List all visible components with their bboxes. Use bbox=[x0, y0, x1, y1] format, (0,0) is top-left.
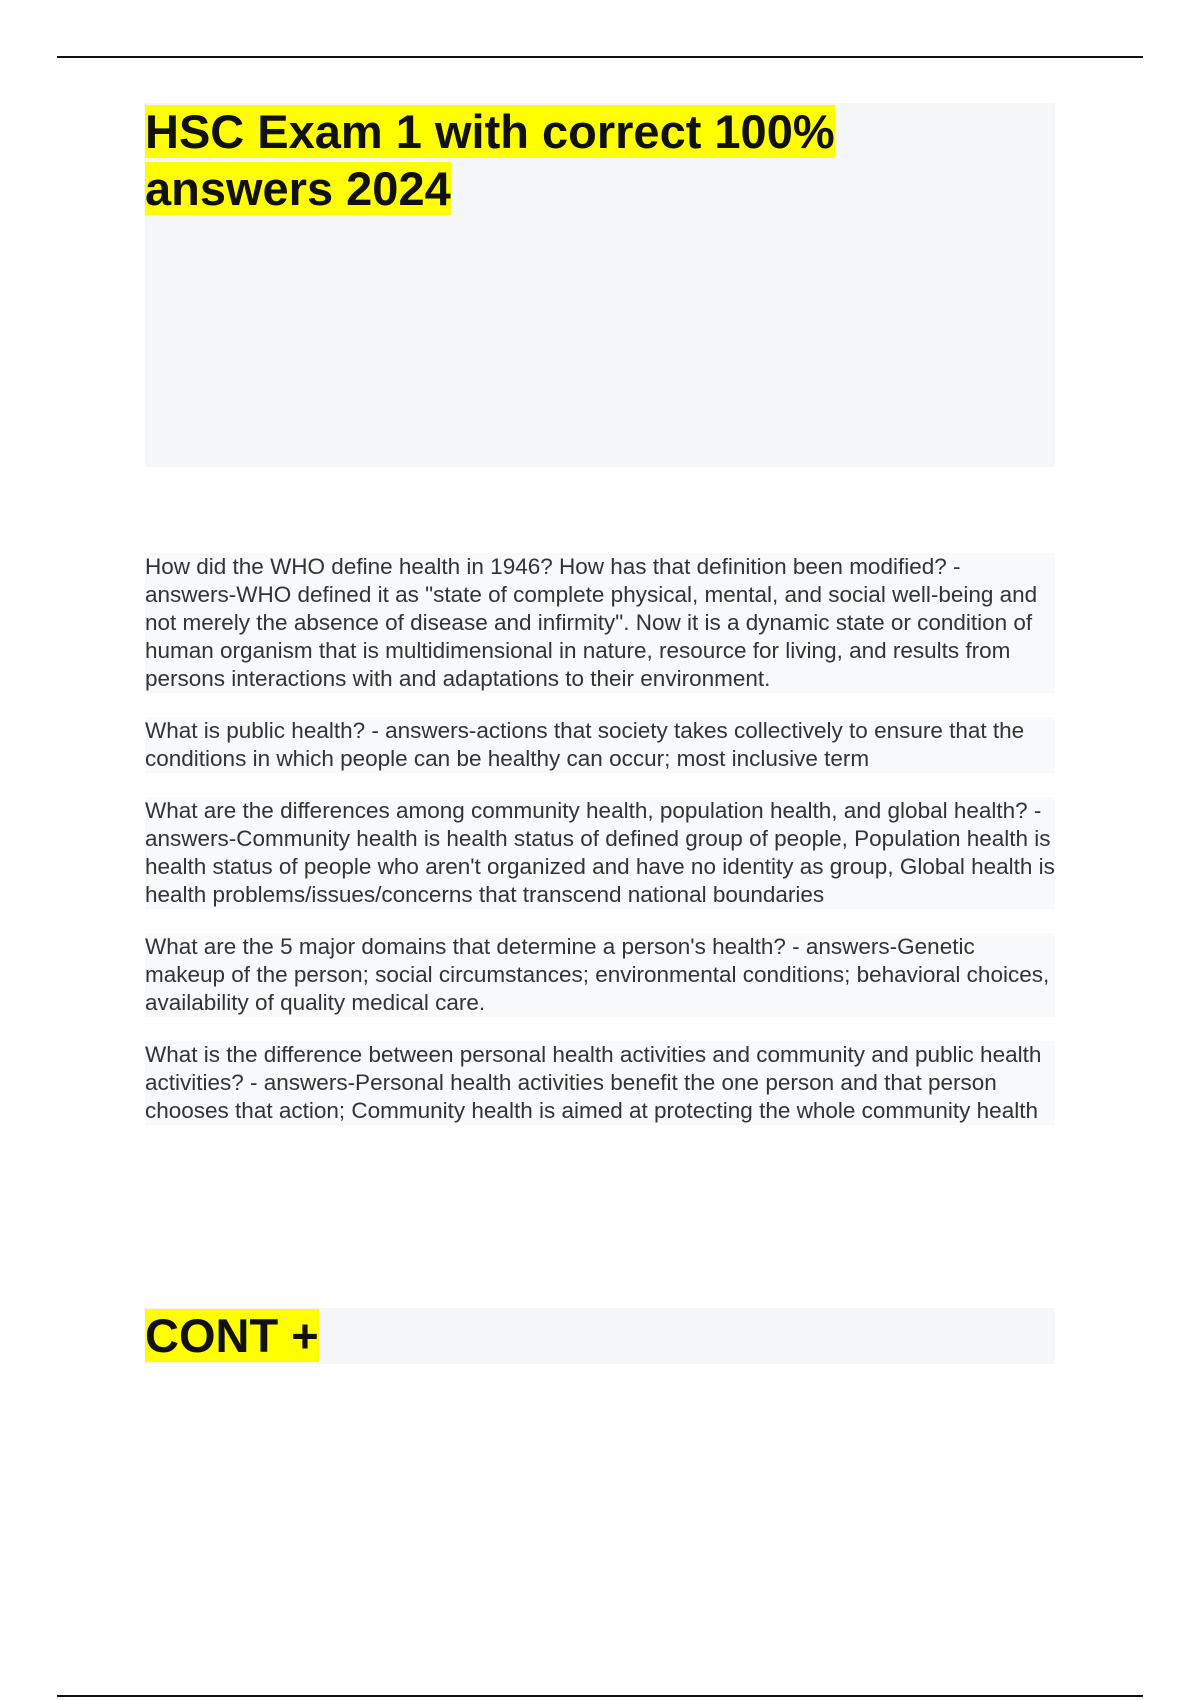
title-highlight: HSC Exam 1 with correct 100% answers 2024 bbox=[145, 105, 835, 215]
qa-item: How did the WHO define health in 1946? How has that definition been modified? - answers-WHO defined it as "state of complete physical, mental, and social well-being and not merely the absence of disease and infirmity". Now it is a dynamic state or condition of human organism that is multidimensional in nature, resource for living, and results from persons interactions with and adaptations to their environment. bbox=[145, 553, 1055, 693]
qa-item: What is public health? - answers-actions that society takes collectively to ensure that the conditions in which people can be healthy can occur; most inclusive term bbox=[145, 717, 1055, 773]
top-rule bbox=[57, 56, 1143, 58]
continuation-label bbox=[145, 1308, 1055, 1364]
qa-item: What are the 5 major domains that determine a person's health? - answers-Genetic makeup of the person; social circumstances; environmental conditions; behavioral choices, availability of quality medical care. bbox=[145, 933, 1055, 1017]
document-title bbox=[145, 103, 885, 217]
qa-item: What are the differences among community health, population health, and global health? - answers-Community health is health status of defined group of people, Population health is health status of people who aren't organized and have no identity as group, Global health is health problems/issues/concerns that transcend national boundaries bbox=[145, 798, 1055, 907]
continuation-block bbox=[145, 1308, 1055, 1364]
qa-item: What is the difference between personal health activities and community and public health activities? - answers-Personal health activities benefit the one person and that person chooses that action; Community health is aimed at protecting the whole community health bbox=[145, 1041, 1055, 1125]
qa-list bbox=[145, 553, 1055, 1149]
title-block bbox=[145, 103, 1055, 467]
continuation-highlight: CONT + bbox=[145, 1309, 319, 1362]
bottom-rule bbox=[57, 1695, 1143, 1697]
